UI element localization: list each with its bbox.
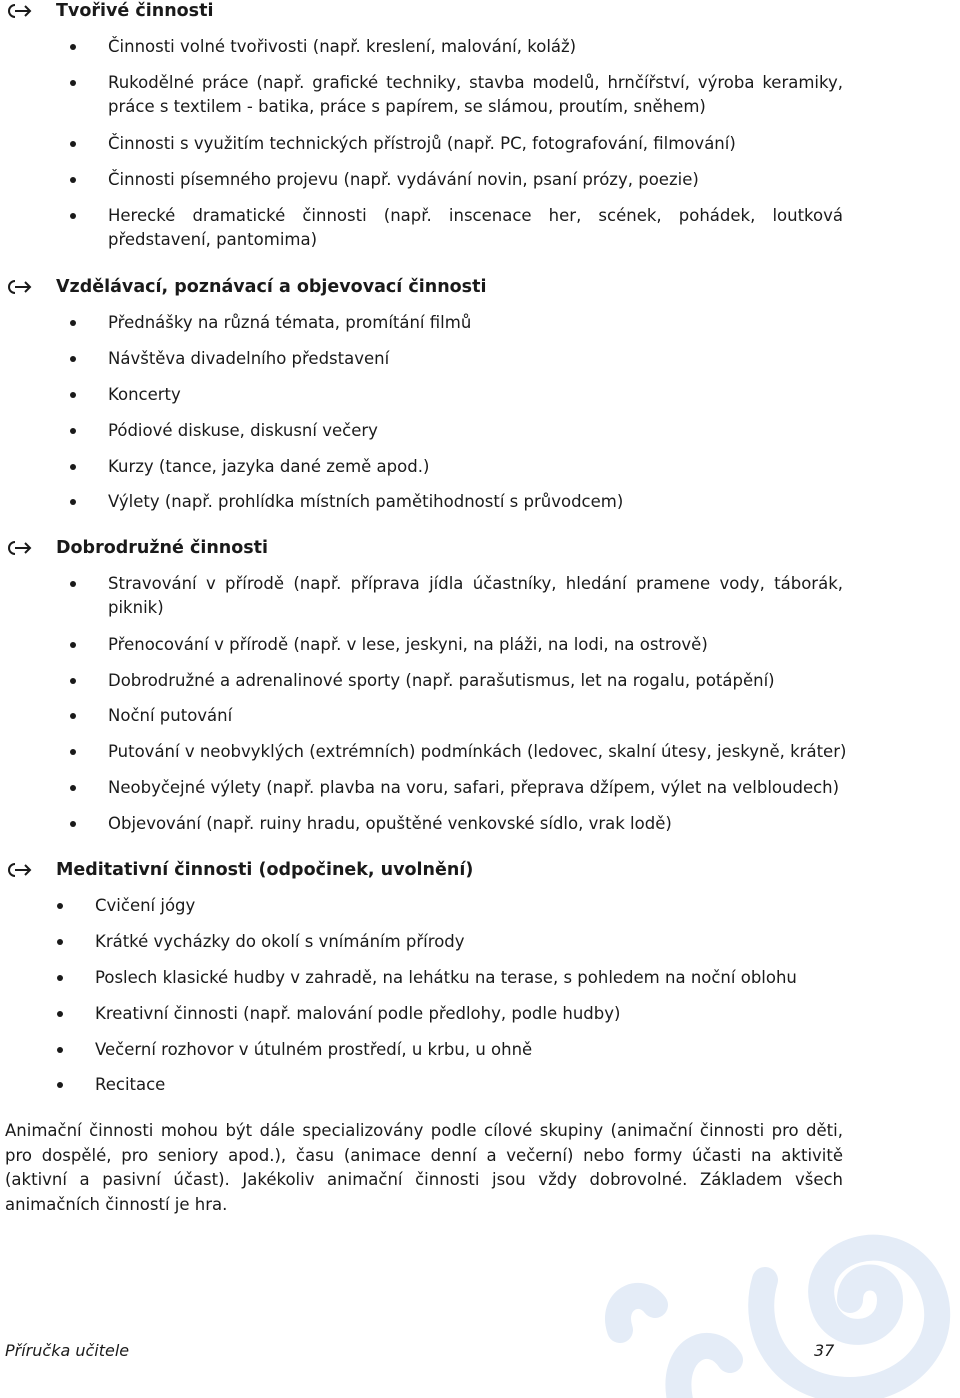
bullet-icon: [70, 80, 76, 86]
bullet-icon: [70, 499, 76, 505]
bullet-icon: [70, 821, 76, 827]
bullet-icon: [57, 975, 63, 981]
section-title: Vzdělávací, poznávací a objevovací činnosti: [56, 277, 487, 297]
list-item: Stravování v přírodě (např. příprava jídla účastníky, hledání pramene vody, táborák, piknik): [70, 572, 850, 622]
section-title: Dobrodružné činnosti: [56, 538, 269, 558]
bullet-icon: [70, 749, 76, 755]
bullet-icon: [57, 1082, 63, 1088]
bullet-icon: [70, 678, 76, 684]
bullet-icon: [70, 464, 76, 470]
arrow-circle-icon: [6, 862, 32, 878]
summary-paragraph: Animační činnosti mohou být dále specializovány podle cílové skupiny (animační činnosti pro děti, pro dospělé, pro seniory apod.), času (animace denní a večerní) nebo formy účasti na aktivitě (aktivní a pasivní účast). Jakékoliv animační činnosti jsou vždy dobrovolné. Základem všech animačních činností je hra.: [5, 1121, 843, 1214]
bullet-icon: [57, 903, 63, 909]
arrow-circle-icon: [6, 540, 32, 556]
bullet-icon: [70, 320, 76, 326]
bullet-icon: [70, 44, 76, 50]
bullet-icon: [70, 581, 76, 587]
arrow-circle-icon: [6, 279, 32, 295]
bullet-icon: [57, 1011, 63, 1017]
bullet-icon: [70, 356, 76, 362]
section-title: Tvořivé činnosti: [56, 1, 214, 21]
arrow-circle-icon: [6, 3, 32, 19]
list-item: Herecké dramatické činnosti (např. inscenace her, scének, pohádek, loutková představení, pantomima): [70, 204, 850, 254]
bullet-icon: [70, 785, 76, 791]
bullet-icon: [70, 642, 76, 648]
bullet-icon: [70, 713, 76, 719]
bullet-icon: [70, 392, 76, 398]
page-number: 37: [814, 1341, 835, 1360]
bullet-icon: [70, 177, 76, 183]
bullet-icon: [70, 141, 76, 147]
bullet-icon: [70, 428, 76, 434]
section-title: Meditativní činnosti (odpočinek, uvolnění): [56, 860, 474, 880]
bullet-icon: [57, 1047, 63, 1053]
bullet-icon: [70, 213, 76, 219]
list-item: Rukodělné práce (např. grafické techniky, stavba modelů, hrnčířství, výroba keramiky, práce s textilem - batika, práce s papírem, se slámou, proutím, sněhem): [70, 71, 850, 121]
bullet-icon: [57, 939, 63, 945]
footer-title: Příručka učitele: [5, 1341, 130, 1360]
